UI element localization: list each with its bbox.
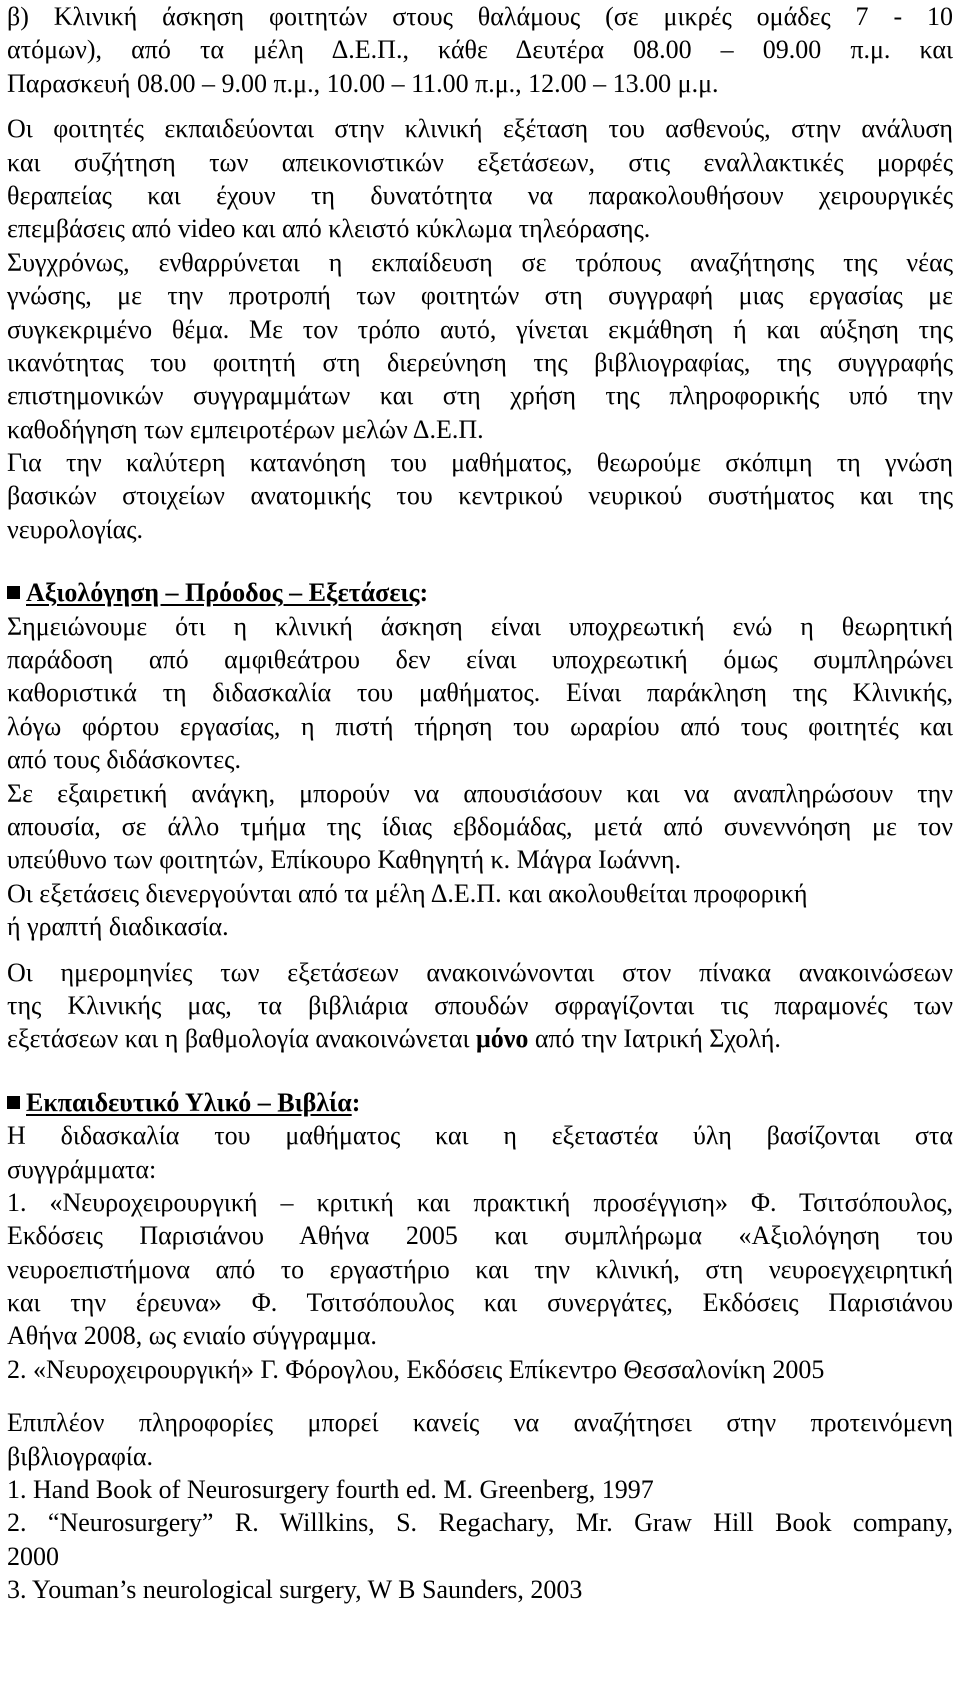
emphasis-only: μόνο [475,1024,529,1054]
paragraph-line: λόγω φόρτου εργασίας, η πιστή τήρηση του ωραρίου από τους φοιτητές και [7,711,953,741]
paragraph-line: β) Κλινική άσκηση φοιτητών στους θαλάμους (σε μικρές ομάδες 7 - 10 [7,2,953,31]
reference-line: 1. Hand Book of Neurosurgery fourth ed. M. Greenberg, 1997 [7,1475,654,1505]
assessment-section [7,576,953,1055]
paragraph-line: Οι εξετάσεις διενεργούνται από τα μέλη Δ.Ε.Π. και ακολουθείται προφορική [7,878,808,908]
paragraph-line: νευρολογίας. [7,514,144,544]
paragraph-line: βασικών στοιχείων ανατομικής του κεντρικού νευρικού συστήματος και της [7,481,953,511]
paragraph-line: Οι φοιτητές εκπαιδεύονται στην κλινική εξέταση του ασθενούς, στην ανάλυση [7,114,953,144]
paragraph-line: Η διδασκαλία του μαθήματος και η εξεταστέα ύλη βασίζονται στα [7,1121,953,1151]
paragraph-line: απουσία, σε άλλο τμήμα της ίδιας εβδομάδας, μετά από συνεννόηση με τον [7,811,953,841]
materials-section [7,1086,953,1387]
book-line: Εκδόσεις Παρισιάνου Αθήνα 2005 και συμπλήρωμα «Αξιολόγηση του [7,1221,953,1251]
book-line: 1. «Νευροχειρουργική – κριτική και πρακτική προσέγγιση» Φ. Τσιτσόπουλος, [7,1187,953,1217]
paragraph-line: ή γραπτή διαδικασία. [7,912,229,942]
book-line: και την έρευνα» Φ. Τσιτσόπουλος και συνεργάτες, Εκδόσεις Παρισιάνου [7,1288,953,1318]
paragraph-line: θεραπείας και έχουν τη δυνατότητα να παρακολουθήσουν χειρουργικές [7,180,953,210]
assessment-heading-colon: : [419,578,429,608]
paragraph-line: παράδοση από αμφιθεάτρου δεν είναι υποχρεωτική όμως συμπληρώνει [7,645,953,675]
paragraph-line: Οι ημερομηνίες των εξετάσεων ανακοινώνονται στον πίνακα ανακοινώσεων [7,957,953,987]
further-reading-section [7,1406,953,1606]
paragraph-line: Σημειώνουμε ότι η κλινική άσκηση είναι υποχρεωτική ενώ η θεωρητική [7,611,953,641]
paragraph-line: Σε εξαιρετική ανάγκη, μπορούν να απουσιάσουν και να αναπληρώσουν την [7,778,953,808]
paragraph-line: γνώσης, με την προτροπή των φοιτητών στη συγγραφή μιας εργασίας με [7,281,953,311]
paragraph-line: και συζήτηση των απεικονιστικών εξετάσεων, στις εναλλακτικές μορφές [7,147,953,177]
paragraph-line: συγγράμματα: [7,1154,157,1184]
grades-text-after: από την Ιατρική Σχολή. [528,1024,781,1054]
paragraph-line: ικανότητας του φοιτητή στη διερεύνηση της βιβλιογραφίας, της συγγραφής [7,347,953,377]
paragraph-line: βιβλιογραφία. [7,1441,153,1471]
paragraph-line: συγκεκριμένο θέμα. Με τον τρόπο αυτό, γίνεται εκμάθηση ή και αύξηση της [7,314,953,344]
assessment-heading-text: Αξιολόγηση – Πρόοδος – Εξετάσεις [26,578,420,608]
paragraph-line: καθοδήγηση των εμπειροτέρων μελών Δ.Ε.Π. [7,414,484,444]
reference-line: 3. Youman’s neurological surgery, W B Saunders, 2003 [7,1575,583,1605]
reference-line: 2. “Neurosurgery” R. Willkins, S. Regachary, Mr. Graw Hill Book company, [7,1508,953,1538]
paragraph-line: ατόμων), από τα μέλη Δ.Ε.Π., κάθε Δευτέρα 08.00 – 09.00 π.μ. και [7,35,953,65]
paragraph-line: από τους διδάσκοντες. [7,745,241,775]
paragraph-line: της Κλινικής μας, τα βιβλιάρια σπουδών σφραγίζονται τις παραμονές των [7,990,953,1020]
materials-heading [7,1086,953,1119]
paragraph-line: Επιπλέον πληροφορίες μπορεί κανείς να αναζήτησει στην προτεινόμενη [7,1408,953,1438]
training-paragraph [7,112,953,546]
paragraph-line: υπεύθυνο των φοιτητών, Επίκουρο Καθηγητή κ. Μάγρα Ιωάννη. [7,845,681,875]
square-bullet-icon [7,1096,20,1109]
paragraph-line: επιστημονικών συγγραμμάτων και στη χρήση της πληροφορικής υπό την [7,381,953,411]
materials-heading-colon: : [351,1087,361,1117]
assessment-heading [7,576,953,609]
book-line: 2. «Νευροχειρουργική» Γ. Φόρογλου, Εκδόσεις Επίκεντρο Θεσσαλονίκη 2005 [7,1354,825,1384]
paragraph-line: Για την καλύτερη κατανόηση του μαθήματος, θεωρούμε σκόπιμη τη γνώση [7,448,953,478]
book-line: Αθήνα 2008, ως ενιαίο σύγγραμμα. [7,1321,377,1351]
grades-announcement-line [7,1022,953,1055]
paragraph-line: Παρασκευή 08.00 – 9.00 π.μ., 10.00 – 11.00 π.μ., 12.00 – 13.00 μ.μ. [7,68,719,98]
paragraph-line: Συγχρόνως, ενθαρρύνεται η εκπαίδευση σε τρόπους αναζήτησης της νέας [7,247,953,277]
reference-line: 2000 [7,1541,59,1571]
materials-heading-text: Εκπαιδευτικό Υλικό – Βιβλία [26,1087,352,1117]
paragraph-line: επεμβάσεις από video και από κλειστό κύκλωμα τηλεόρασης. [7,214,651,244]
grades-text-before: εξετάσεων και η βαθμολογία ανακοινώνεται [7,1024,476,1054]
clinical-practice-schedule [7,0,953,100]
book-line: νευροεπιστήμονα από το εργαστήριο και την κλινική, στη νευροεγχειρητική [7,1254,953,1284]
square-bullet-icon [7,586,20,599]
paragraph-line: καθοριστικά τη διδασκαλία του μαθήματος. Είναι παράκληση της Κλινικής, [7,678,953,708]
